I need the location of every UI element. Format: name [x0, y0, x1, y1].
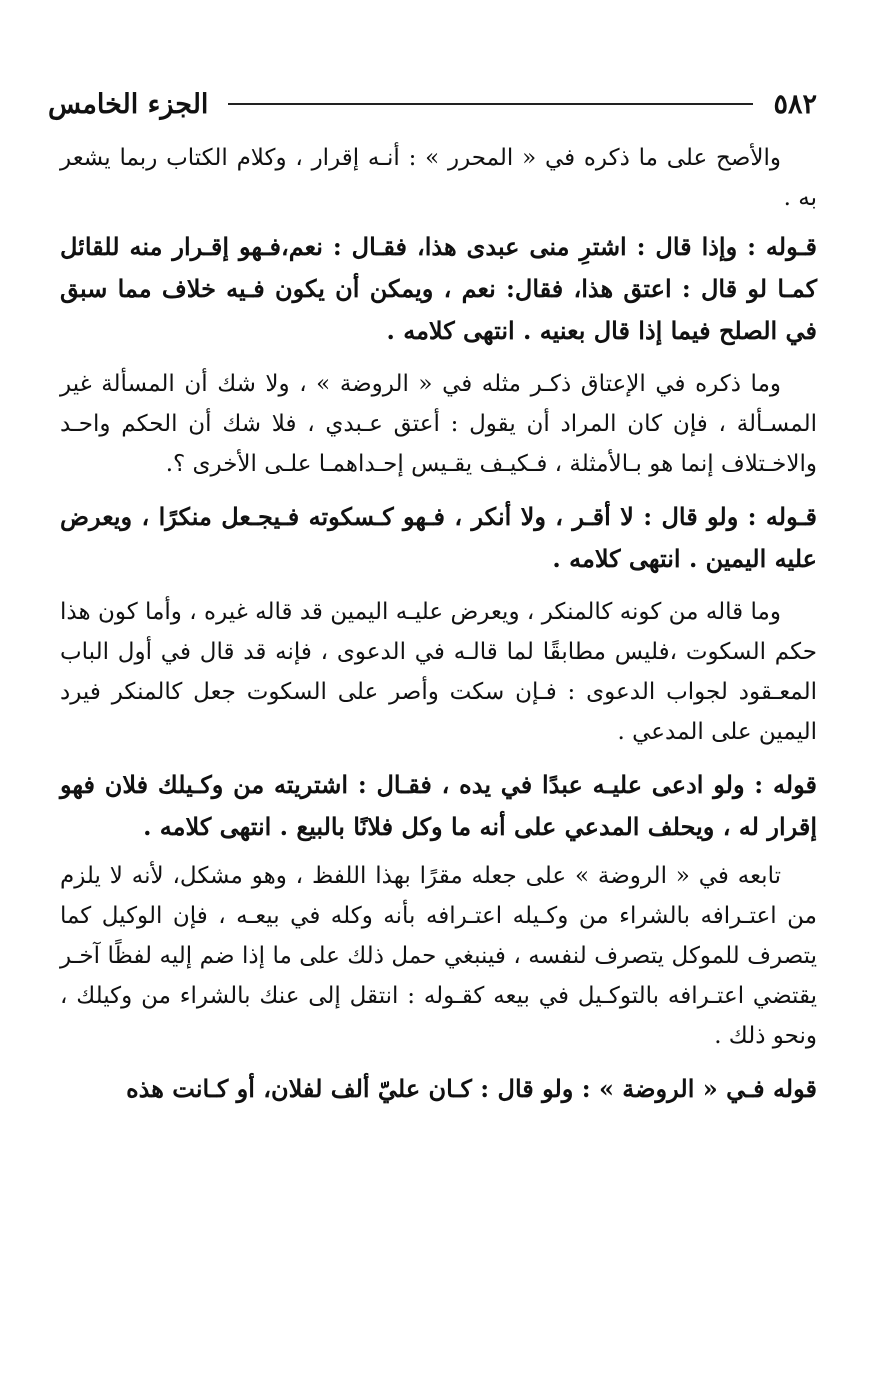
quoted-passage: قوله : ولو ادعى عليـه عبدًا في يده ، فقـال : اشتريته من وكـيلك فلان فهو إقرار له ، ويحلف المدعي على أنه ما وكل فلانًا بالبيع . انتهى كلامه . [60, 770, 817, 841]
commentary-paragraph: تابعه في « الروضة » على جعله مقرًا بهذا اللفظ ، وهو مشكل، لأنه لا يلزم من اعتـرافه بالشراء من وكـيله اعتـرافه بأنه وكله في بيعـه ، فإن الوكيل كما يتصرف للموكل يتصرف لنفسه ، فينبغي حمل ذلك على ما إذا ضم إليه لفظًا آخـر يقتضي اعتـرافه بالتوكـيل في بيعه كقـوله : انتقل إلى عنك بالشراء من وكيلك ، ونحو ذلك . [60, 863, 817, 1049]
paragraph-gap [60, 752, 817, 764]
quoted-passage: قوله فـي « الروضة » : ولو قال : كـان عليّ ألف لفلان، أو كـانت هذه [126, 1074, 817, 1103]
header-rule [228, 103, 753, 105]
paragraph-gap [60, 218, 817, 226]
paragraph-gap [60, 1056, 817, 1068]
commentary-paragraph: وما ذكره في الإعتاق ذكـر مثله في « الروضة » ، ولا شك أن المسألة غير المسـألة ، فإن كان المراد أن يقول : أعتق عـبدي ، فلا شك أن الحكم واحـد والاخـتلاف إنما هو بـالأمثلة ، فـكيـف يقـيس إحـداهمـا علـى الأخرى ؟. [60, 371, 817, 477]
paragraph-gap [60, 484, 817, 496]
quoted-passage: قـوله : وإذا قال : اشترِ منى عبدى هذا، فقـال : نعم،فـهو إقـرار منه للقائل كمـا لو قال : اعتق هذا، فقال: نعم ، ويمكن أن يكون فـيه خلاف مما سبق في الصلح فيما إذا قال بعنيه . انتهى كلامه . [60, 232, 817, 345]
quoted-passage: قـوله : ولو قال : لا أقـر ، ولا أنكر ، فـهو كـسكوته فـيجـعل منكرًا ، ويعرض عليه اليمين . انتهى كلامه . [60, 502, 817, 573]
page-header [48, 82, 817, 126]
running-title: الجزء الخامس [48, 88, 209, 120]
paragraph-gap [60, 848, 817, 856]
page-number: ٥٨٢ [773, 88, 817, 120]
page-body [60, 138, 817, 1110]
commentary-paragraph: وما قاله من كونه كالمنكر ، ويعرض عليـه اليمين قد قاله غيره ، وأما كون هذا حكم السكوت ،فليس مطابقًا لما قالـه في الدعوى ، فإنه قد قال في أول الباب المعـقود لجواب الدعوى : فـإن سكت وأصر على السكوت جعل كالمنكر فيرد اليمين على المدعي . [60, 599, 817, 745]
paragraph-gap [60, 580, 817, 592]
commentary-paragraph: والأصح على ما ذكره في « المحرر » : أنـه إقرار ، وكلام الكتاب ربما يشعر به . [60, 145, 817, 211]
paragraph-gap [60, 352, 817, 364]
